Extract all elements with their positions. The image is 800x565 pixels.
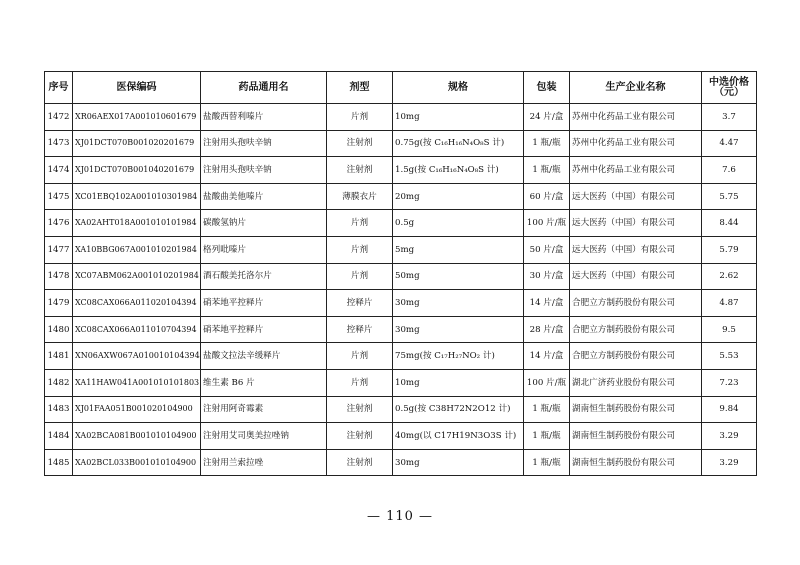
row-pack: 1 瓶/瓶 bbox=[524, 423, 570, 450]
col-header-form: 剂型 bbox=[327, 72, 393, 104]
row-pack: 24 片/盒 bbox=[524, 104, 570, 131]
row-spec: 30mg bbox=[393, 290, 524, 317]
row-maker: 湖南恒生制药股份有限公司 bbox=[570, 396, 702, 423]
row-maker: 合肥立方制药股份有限公司 bbox=[570, 343, 702, 370]
table-body bbox=[45, 104, 757, 476]
row-spec: 30mg bbox=[393, 316, 524, 343]
row-no: 1477 bbox=[45, 236, 73, 263]
row-pack: 100 片/瓶 bbox=[524, 210, 570, 237]
row-dosage-form: 片剂 bbox=[327, 343, 393, 370]
row-pack: 14 片/盒 bbox=[524, 343, 570, 370]
row-spec: 0.5g(按 C38H72N2O12 计) bbox=[393, 396, 524, 423]
row-drug-name: 硝苯地平控释片 bbox=[201, 316, 327, 343]
table-row bbox=[45, 396, 757, 423]
row-no: 1482 bbox=[45, 369, 73, 396]
row-dosage-form: 片剂 bbox=[327, 263, 393, 290]
table-row bbox=[45, 290, 757, 317]
row-no: 1485 bbox=[45, 449, 73, 476]
row-no: 1473 bbox=[45, 130, 73, 157]
row-dosage-form: 注射剂 bbox=[327, 157, 393, 184]
row-code: XA02BCL033B001010104900 bbox=[73, 449, 201, 476]
row-code: XJ01DCT070B001020201679 bbox=[73, 130, 201, 157]
row-code: XC01EBQ102A001010301984 bbox=[73, 183, 201, 210]
table-row bbox=[45, 369, 757, 396]
col-header-no: 序号 bbox=[45, 72, 73, 104]
row-drug-name: 注射用艾司奥美拉唑钠 bbox=[201, 423, 327, 450]
row-dosage-form: 片剂 bbox=[327, 210, 393, 237]
row-maker: 合肥立方制药股份有限公司 bbox=[570, 316, 702, 343]
row-no: 1472 bbox=[45, 104, 73, 131]
row-spec: 40mg(以 C17H19N3O3S 计) bbox=[393, 423, 524, 450]
row-pack: 1 瓶/瓶 bbox=[524, 130, 570, 157]
row-pack: 1 瓶/瓶 bbox=[524, 396, 570, 423]
row-drug-name: 盐酸曲美他嗪片 bbox=[201, 183, 327, 210]
row-dosage-form: 片剂 bbox=[327, 369, 393, 396]
row-code: XJ01DCT070B001040201679 bbox=[73, 157, 201, 184]
row-spec: 0.5g bbox=[393, 210, 524, 237]
row-code: XN06AXW067A010010104394 bbox=[73, 343, 201, 370]
table-row bbox=[45, 236, 757, 263]
row-price: 9.84 bbox=[702, 396, 757, 423]
row-price: 2.62 bbox=[702, 263, 757, 290]
row-pack: 14 片/盒 bbox=[524, 290, 570, 317]
row-pack: 30 片/盒 bbox=[524, 263, 570, 290]
row-dosage-form: 控释片 bbox=[327, 290, 393, 317]
table-row bbox=[45, 183, 757, 210]
col-header-name: 药品通用名 bbox=[201, 72, 327, 104]
row-price: 4.47 bbox=[702, 130, 757, 157]
row-drug-name: 碳酸氢钠片 bbox=[201, 210, 327, 237]
col-header-price: 中选价格（元） bbox=[702, 72, 757, 104]
row-price: 5.79 bbox=[702, 236, 757, 263]
row-dosage-form: 控释片 bbox=[327, 316, 393, 343]
row-price: 9.5 bbox=[702, 316, 757, 343]
table-header-row bbox=[45, 72, 757, 104]
row-code: XJ01FAA051B001020104900 bbox=[73, 396, 201, 423]
row-price: 5.53 bbox=[702, 343, 757, 370]
row-spec: 1.5g(按 C₁₆H₁₆N₄O₈S 计) bbox=[393, 157, 524, 184]
row-dosage-form: 注射剂 bbox=[327, 130, 393, 157]
row-drug-name: 格列吡嗪片 bbox=[201, 236, 327, 263]
row-no: 1479 bbox=[45, 290, 73, 317]
row-dosage-form: 薄膜衣片 bbox=[327, 183, 393, 210]
row-pack: 1 瓶/瓶 bbox=[524, 449, 570, 476]
row-no: 1480 bbox=[45, 316, 73, 343]
row-drug-name: 注射用阿奇霉素 bbox=[201, 396, 327, 423]
row-price: 4.87 bbox=[702, 290, 757, 317]
row-code: XC07ABM062A001010201984 bbox=[73, 263, 201, 290]
row-code: XC08CAX066A011020104394 bbox=[73, 290, 201, 317]
row-drug-name: 硝苯地平控释片 bbox=[201, 290, 327, 317]
row-drug-name: 注射用头孢呋辛钠 bbox=[201, 130, 327, 157]
row-maker: 苏州中化药品工业有限公司 bbox=[570, 157, 702, 184]
row-no: 1478 bbox=[45, 263, 73, 290]
row-maker: 湖南恒生制药股份有限公司 bbox=[570, 423, 702, 450]
row-no: 1475 bbox=[45, 183, 73, 210]
table-row bbox=[45, 316, 757, 343]
row-pack: 50 片/盒 bbox=[524, 236, 570, 263]
row-dosage-form: 注射剂 bbox=[327, 449, 393, 476]
row-pack: 28 片/盒 bbox=[524, 316, 570, 343]
table-row bbox=[45, 449, 757, 476]
row-code: XR06AEX017A001010601679 bbox=[73, 104, 201, 131]
row-drug-name: 维生素 B6 片 bbox=[201, 369, 327, 396]
row-maker: 湖北广济药业股份有限公司 bbox=[570, 369, 702, 396]
row-maker: 苏州中化药品工业有限公司 bbox=[570, 130, 702, 157]
table-row bbox=[45, 343, 757, 370]
row-maker: 湖南恒生制药股份有限公司 bbox=[570, 449, 702, 476]
page-number: — 110 — bbox=[366, 509, 434, 524]
row-spec: 20mg bbox=[393, 183, 524, 210]
row-no: 1484 bbox=[45, 423, 73, 450]
row-drug-name: 酒石酸美托洛尔片 bbox=[201, 263, 327, 290]
row-price: 5.75 bbox=[702, 183, 757, 210]
row-maker: 远大医药（中国）有限公司 bbox=[570, 210, 702, 237]
table-row bbox=[45, 104, 757, 131]
row-code: XA02BCA081B001010104900 bbox=[73, 423, 201, 450]
col-header-maker: 生产企业名称 bbox=[570, 72, 702, 104]
row-price: 7.23 bbox=[702, 369, 757, 396]
drug-price-table bbox=[44, 71, 757, 476]
row-no: 1481 bbox=[45, 343, 73, 370]
table-row bbox=[45, 423, 757, 450]
row-maker: 远大医药（中国）有限公司 bbox=[570, 236, 702, 263]
row-price: 7.6 bbox=[702, 157, 757, 184]
table-row bbox=[45, 210, 757, 237]
row-dosage-form: 注射剂 bbox=[327, 423, 393, 450]
col-header-code: 医保编码 bbox=[73, 72, 201, 104]
row-pack: 100 片/瓶 bbox=[524, 369, 570, 396]
row-maker: 合肥立方制药股份有限公司 bbox=[570, 290, 702, 317]
row-code: XA11HAW041A001010101803 bbox=[73, 369, 201, 396]
col-header-pack: 包装 bbox=[524, 72, 570, 104]
row-no: 1474 bbox=[45, 157, 73, 184]
row-pack: 60 片/盒 bbox=[524, 183, 570, 210]
row-spec: 5mg bbox=[393, 236, 524, 263]
col-header-spec: 规格 bbox=[393, 72, 524, 104]
row-spec: 50mg bbox=[393, 263, 524, 290]
row-dosage-form: 注射剂 bbox=[327, 396, 393, 423]
row-maker: 远大医药（中国）有限公司 bbox=[570, 263, 702, 290]
row-no: 1476 bbox=[45, 210, 73, 237]
row-price: 3.29 bbox=[702, 449, 757, 476]
row-pack: 1 瓶/瓶 bbox=[524, 157, 570, 184]
row-spec: 0.75g(按 C₁₆H₁₆N₄O₈S 计) bbox=[393, 130, 524, 157]
row-spec: 10mg bbox=[393, 369, 524, 396]
row-code: XC08CAX066A011010704394 bbox=[73, 316, 201, 343]
row-drug-name: 注射用兰索拉唑 bbox=[201, 449, 327, 476]
row-code: XA02AHT018A001010101984 bbox=[73, 210, 201, 237]
row-dosage-form: 片剂 bbox=[327, 104, 393, 131]
row-no: 1483 bbox=[45, 396, 73, 423]
row-price: 3.7 bbox=[702, 104, 757, 131]
row-price: 3.29 bbox=[702, 423, 757, 450]
row-spec: 30mg bbox=[393, 449, 524, 476]
row-code: XA10BBG067A001010201984 bbox=[73, 236, 201, 263]
row-drug-name: 盐酸文拉法辛缓释片 bbox=[201, 343, 327, 370]
table-row bbox=[45, 263, 757, 290]
row-drug-name: 盐酸西替利嗪片 bbox=[201, 104, 327, 131]
row-maker: 苏州中化药品工业有限公司 bbox=[570, 104, 702, 131]
row-maker: 远大医药（中国）有限公司 bbox=[570, 183, 702, 210]
row-spec: 10mg bbox=[393, 104, 524, 131]
table-row bbox=[45, 157, 757, 184]
row-spec: 75mg(按 C₁₇H₂₇NO₂ 计) bbox=[393, 343, 524, 370]
row-dosage-form: 片剂 bbox=[327, 236, 393, 263]
row-price: 8.44 bbox=[702, 210, 757, 237]
row-drug-name: 注射用头孢呋辛钠 bbox=[201, 157, 327, 184]
table-row bbox=[45, 130, 757, 157]
